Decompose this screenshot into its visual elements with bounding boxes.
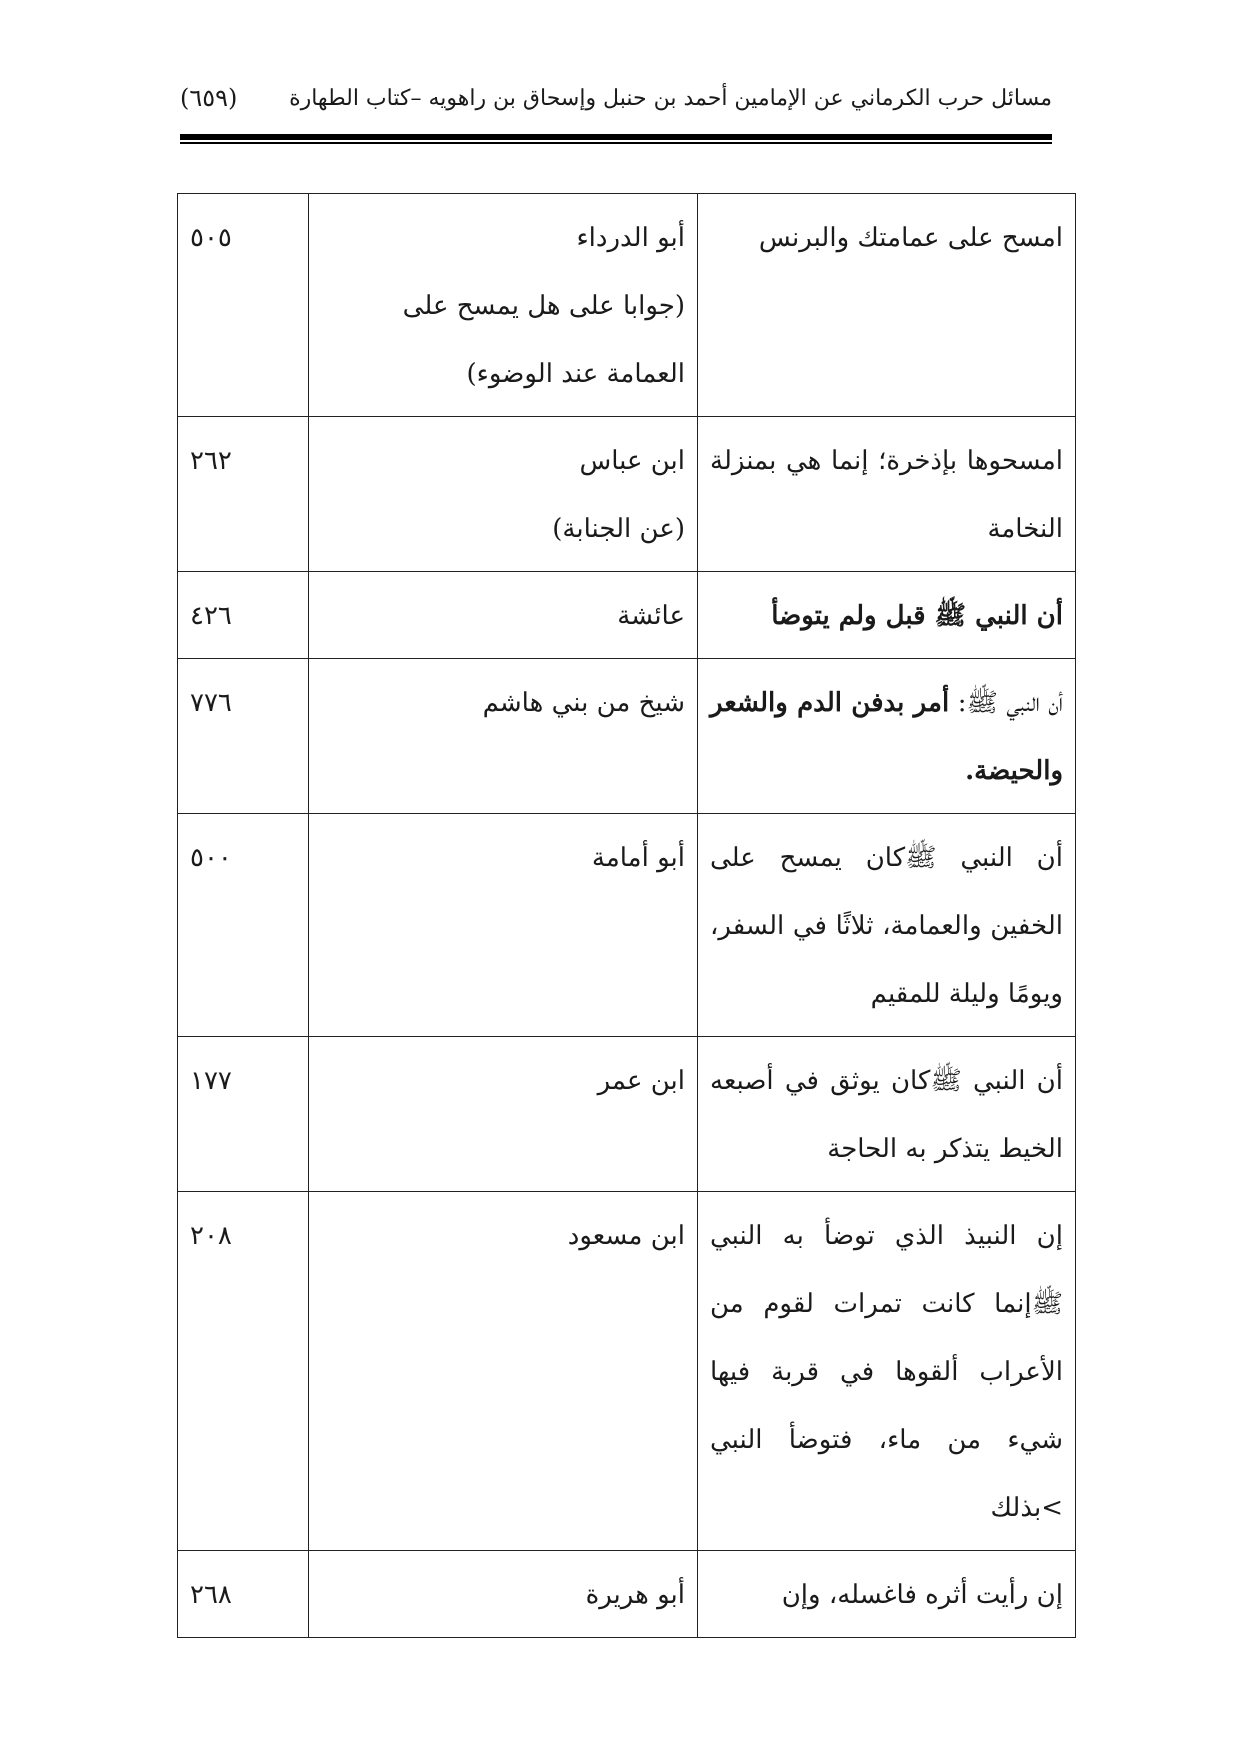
narrator-cell <box>309 1037 698 1192</box>
hadith-text: أن النبي ﷺ قبل ولم يتوضأ <box>771 601 1063 631</box>
hadith-text-cell <box>698 659 1076 814</box>
narrator-cell <box>309 1192 698 1551</box>
reference-number: ٥٠٠ <box>190 843 232 873</box>
table-row <box>178 417 1076 572</box>
header-rule-thick <box>180 134 1052 140</box>
running-header <box>180 80 1052 122</box>
narrator-name: أبو الدرداء <box>576 223 685 253</box>
hadith-text-emphasis: أمر بدفن الدم والشعر والحيضة. <box>710 688 1063 786</box>
hadith-text-cell <box>698 814 1076 1037</box>
reference-number-cell <box>178 1037 309 1192</box>
reference-number: ٢٦٢ <box>190 446 232 476</box>
reference-number: ٧٧٦ <box>190 688 232 718</box>
reference-number-cell <box>178 417 309 572</box>
reference-number-cell <box>178 659 309 814</box>
narrator-cell <box>309 417 698 572</box>
table-row <box>178 814 1076 1037</box>
reference-number: ٥٠٥ <box>190 223 232 253</box>
hadith-text: إن رأيت أثره فاغسله، وإن <box>781 1580 1063 1610</box>
hadith-text-cell <box>698 417 1076 572</box>
hadith-text-cell <box>698 1192 1076 1551</box>
reference-number: ٤٢٦ <box>190 601 232 631</box>
narrator-name: أبو هريرة <box>585 1580 685 1610</box>
table-row <box>178 194 1076 417</box>
reference-number-cell <box>178 194 309 417</box>
table-row <box>178 1192 1076 1551</box>
hadith-text: امسحوها بإذخرة؛ إنما هي بمنزلة النخامة <box>710 446 1063 544</box>
narrator-name: شيخ من بني هاشم <box>482 688 685 718</box>
reference-number: ٢٦٨ <box>190 1580 232 1610</box>
book-title: مسائل حرب الكرماني عن الإمامين أحمد بن حنبل وإسحاق بن راهويه –كتاب الطهارة <box>289 86 1052 111</box>
narrator-name: ابن عمر <box>597 1066 685 1096</box>
narrator-cell <box>309 659 698 814</box>
table-row <box>178 1037 1076 1192</box>
narrator-cell <box>309 194 698 417</box>
reference-number-cell <box>178 1551 309 1638</box>
reference-number-cell <box>178 572 309 659</box>
narrator-cell <box>309 814 698 1037</box>
hadith-text: امسح على عمامتك والبرنس <box>758 223 1063 253</box>
narrator-name: ابن عباس <box>579 446 685 476</box>
narrator-cell <box>309 1551 698 1638</box>
narrator-name: عائشة <box>617 601 685 631</box>
reference-number-cell <box>178 1192 309 1551</box>
page-number: (٦٥٩) <box>180 84 238 112</box>
narrator-name: أبو أمامة <box>591 843 685 873</box>
reference-number: ١٧٧ <box>190 1066 232 1096</box>
hadith-text-prefix: أن النبي ﷺ: <box>949 688 1063 718</box>
header-rule-thin <box>180 142 1052 144</box>
table-row <box>178 572 1076 659</box>
hadith-text-cell <box>698 194 1076 417</box>
hadith-text: أن النبي ﷺكان يوثق في أصبعه الخيط يتذكر به الحاجة <box>710 1066 1063 1164</box>
hadith-text: أن النبي ﷺكان يمسح على الخفين والعمامة، ثلاثًا في السفر، ويومًا وليلة للمقيم <box>710 843 1063 1009</box>
table-row <box>178 1551 1076 1638</box>
narrator-cell <box>309 572 698 659</box>
reference-number: ٢٠٨ <box>190 1221 232 1251</box>
hadith-text-cell <box>698 1551 1076 1638</box>
reference-number-cell <box>178 814 309 1037</box>
hadith-text: إن النبيذ الذي توضأ به النبي ﷺإنما كانت تمرات لقوم من الأعراب ألقوها في قربة فيها شيء من ماء، فتوضأ النبي >بذلك <box>710 1221 1063 1523</box>
narrator-name: ابن مسعود <box>567 1221 685 1251</box>
hadith-text-cell <box>698 1037 1076 1192</box>
narrator-note: (جوابا على هل يمسح على العمامة عند الوضوء) <box>402 291 685 389</box>
hadith-text-cell <box>698 572 1076 659</box>
table-row <box>178 659 1076 814</box>
hadith-index-table <box>177 193 1076 1638</box>
narrator-note: (عن الجنابة) <box>552 514 685 544</box>
